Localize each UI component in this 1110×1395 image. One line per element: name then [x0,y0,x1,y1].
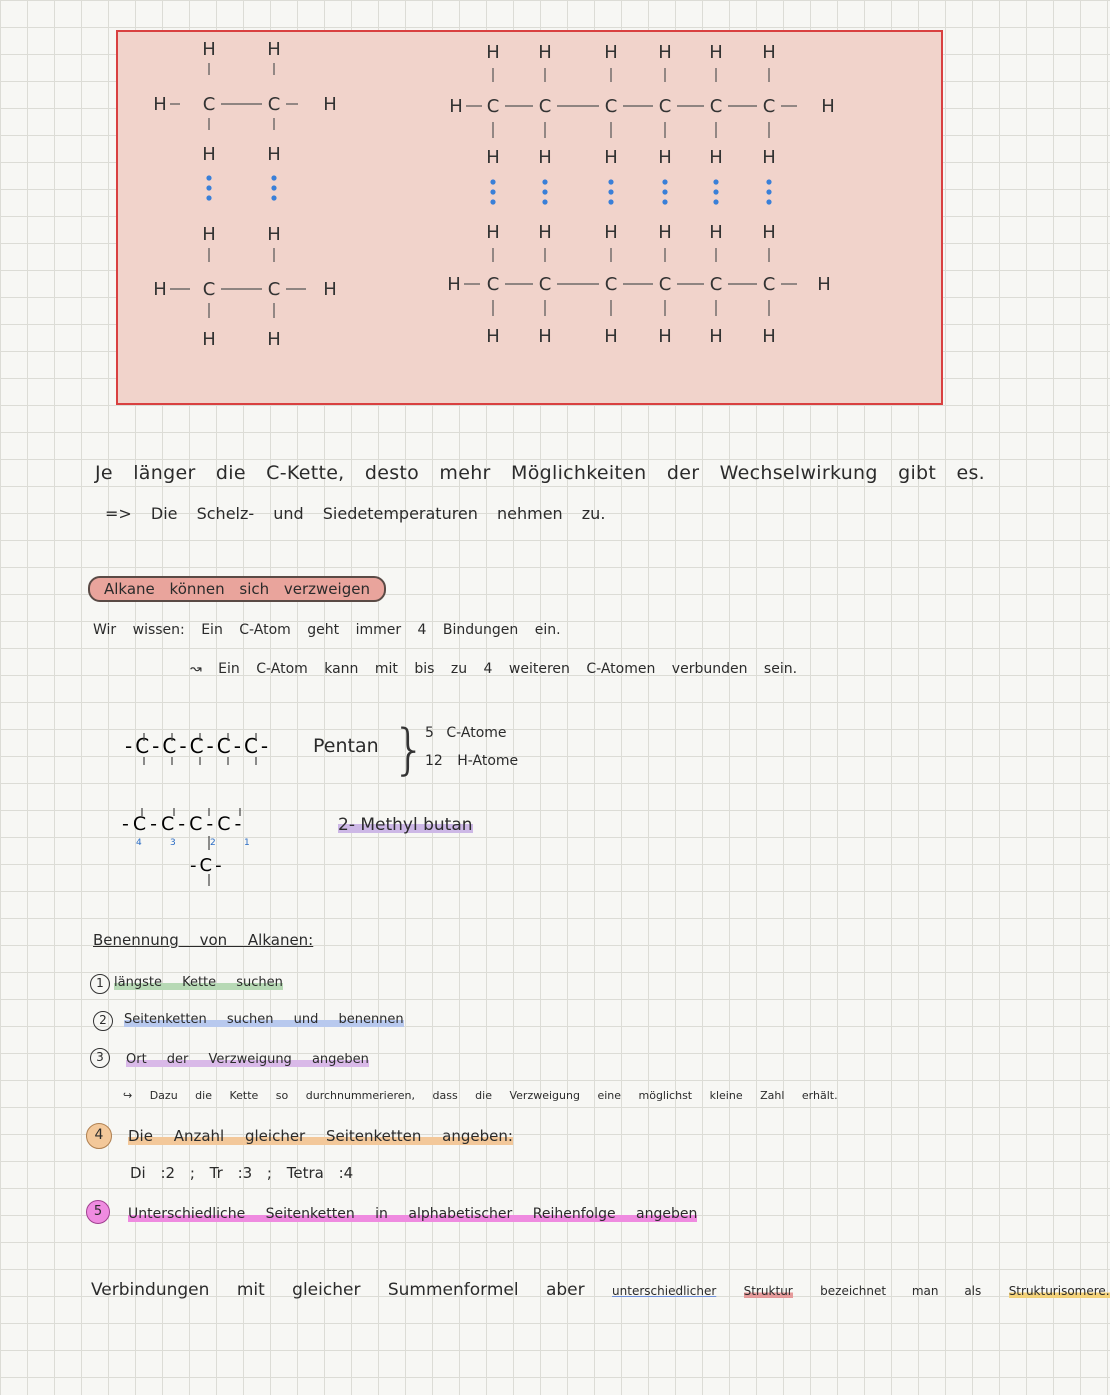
step-number-3: 3 [90,1048,110,1068]
hydrogen-bond-dot [662,179,667,184]
hydrogen-atom: H [762,326,776,347]
hydrogen-bond-dot [662,199,667,204]
hydrogen-atom: H [267,224,281,245]
carbon-atom: C [267,94,281,115]
carbon-atom: C [709,274,723,295]
hydrogen-atom: H [604,42,618,63]
hydrogen-atom: H [709,147,723,168]
carbon-atom: C [604,274,618,295]
step-number-2: 2 [93,1011,113,1031]
carbon-atom: C [658,96,672,117]
hydrogen-atom: H [202,224,216,245]
chain-length-sentence: Je länger die C-Kette, desto mehr Möglichkeiten der Wechselwirkung gibt es. [95,462,986,484]
structural-isomers-definition [91,1280,1110,1300]
chain-number: 3 [170,838,176,848]
hydrogen-atom: H [447,274,461,295]
melting-boiling-conclusion: => Die Schelz- und Siedetemperaturen nehmen zu. [105,504,606,523]
pentan-name: Pentan [313,735,379,757]
hydrogen-atom: H [709,42,723,63]
step-4-text: Die Anzahl gleicher Seitenketten angeben: [128,1127,513,1145]
step-number-4: 4 [86,1123,112,1149]
carbon-atom: C [486,96,500,117]
hydrogen-bond-dot [490,189,495,194]
hydrogen-bond-dot [608,189,613,194]
hydrogen-atom: H [267,39,281,60]
carbon-atom: C [658,274,672,295]
step-number-1: 1 [90,974,110,994]
hydrogen-bond-dot [713,179,718,184]
step-5-text: Unterschiedliche Seitenketten in alphabetischer Reihenfolge angeben [128,1206,698,1222]
hydrogen-atom: H [658,326,672,347]
chain-number: 2 [210,838,216,848]
chain-number: 1 [244,838,250,848]
hydrogen-atom: H [821,96,835,117]
hydrogen-atom: H [538,222,552,243]
hydrogen-bond-dot [206,195,211,200]
hydrogen-atom: H [658,147,672,168]
numbering-hint: ↪ Dazu die Kette so durchnummerieren, dass die Verzweigung eine möglichst kleine Zahl erhält. [123,1089,838,1102]
methylbutan-structure [118,800,278,895]
hydrogen-bond-dot [713,199,718,204]
hydrogen-bond-dot [490,179,495,184]
hydrogen-atom: H [762,42,776,63]
pentan-formula: -C-C-C-C-C- [125,734,272,758]
hydrogen-atom: H [323,279,337,300]
carbon-atom: C [762,96,776,117]
pentan-structure [120,725,290,770]
chain-number: 4 [136,838,142,848]
hydrogen-atom: H [658,222,672,243]
hydrogen-atom: H [709,222,723,243]
brace: } [392,718,427,781]
methylbutan-main-chain: -C-C-C-C- [122,813,246,835]
interaction-diagram-svg [0,0,1080,420]
carbon-atom: C [538,96,552,117]
hydrogen-bond-dot [206,175,211,180]
hydrogen-atom: H [538,42,552,63]
pentan-h-atoms: 12 H-Atome [425,753,519,769]
hydrogen-atom: H [486,147,500,168]
step-1-text: längste Kette suchen [114,975,283,990]
final-part-4: bezeichnet man als [820,1284,982,1298]
final-part-5: Strukturisomere. [1008,1284,1110,1298]
hydrogen-bond-dot [542,179,547,184]
hydrogen-atom: H [202,144,216,165]
hydrogen-atom: H [202,39,216,60]
hydrogen-atom: H [604,222,618,243]
hydrogen-bond-dot [713,189,718,194]
carbon-atom: C [709,96,723,117]
c-atom-bonds-fact: Wir wissen: Ein C-Atom geht immer 4 Bindungen ein. [93,622,561,638]
hydrogen-atom: H [486,326,500,347]
hydrogen-bond-dot [608,199,613,204]
carbon-atom: C [538,274,552,295]
final-part-1: Verbindungen mit gleicher Summenformel aber [91,1280,585,1300]
hydrogen-atom: H [538,326,552,347]
hydrogen-atom: H [604,326,618,347]
hydrogen-bond-dot [271,175,276,180]
hydrogen-atom: H [449,96,463,117]
carbon-atom: C [762,274,776,295]
hydrogen-atom: H [604,147,618,168]
hydrogen-bond-dot [608,179,613,184]
carbon-atom: C [202,279,216,300]
naming-title: Benennung von Alkanen: [93,931,314,949]
hydrogen-atom: H [538,147,552,168]
final-part-3: Struktur [743,1284,793,1298]
hydrogen-atom: H [153,279,167,300]
hydrogen-atom: H [486,222,500,243]
hydrogen-bond-dot [766,179,771,184]
hydrogen-atom: H [817,274,831,295]
carbon-atom: C [604,96,618,117]
hydrogen-atom: H [153,94,167,115]
hydrogen-atom: H [762,147,776,168]
step-3-text: Ort der Verzweigung angeben [126,1052,369,1067]
hydrogen-bond-dot [542,189,547,194]
c-atom-neighbors-fact: ↝ Ein C-Atom kann mit bis zu 4 weiteren C-Atomen verbunden sein. [190,661,798,677]
hydrogen-bond-dot [766,199,771,204]
hydrogen-atom: H [267,144,281,165]
final-part-2: unterschiedlicher [612,1284,717,1298]
carbon-atom: C [202,94,216,115]
hydrogen-atom: H [323,94,337,115]
count-prefixes: Di :2 ; Tr :3 ; Tetra :4 [130,1164,354,1182]
hydrogen-bond-dot [542,199,547,204]
hydrogen-atom: H [709,326,723,347]
hydrogen-bond-dot [662,189,667,194]
hydrogen-atom: H [486,42,500,63]
hydrogen-bond-dot [271,195,276,200]
step-number-5: 5 [86,1200,110,1224]
hydrogen-atom: H [267,329,281,350]
hydrogen-bond-dot [766,189,771,194]
hydrogen-bond-dot [206,185,211,190]
methylbutan-name: 2- Methyl butan [338,815,473,835]
carbon-atom: C [267,279,281,300]
step-2-text: Seitenketten suchen und benennen [124,1012,404,1027]
carbon-atom: C [486,274,500,295]
hydrogen-atom: H [658,42,672,63]
hydrogen-atom: H [202,329,216,350]
hydrogen-bond-dot [271,185,276,190]
section-title-branching: Alkane können sich verzweigen [88,576,386,602]
pentan-c-atoms: 5 C-Atome [425,725,507,741]
hydrogen-bond-dot [490,199,495,204]
hydrogen-atom: H [762,222,776,243]
methylbutan-branch: -C- [190,855,225,876]
